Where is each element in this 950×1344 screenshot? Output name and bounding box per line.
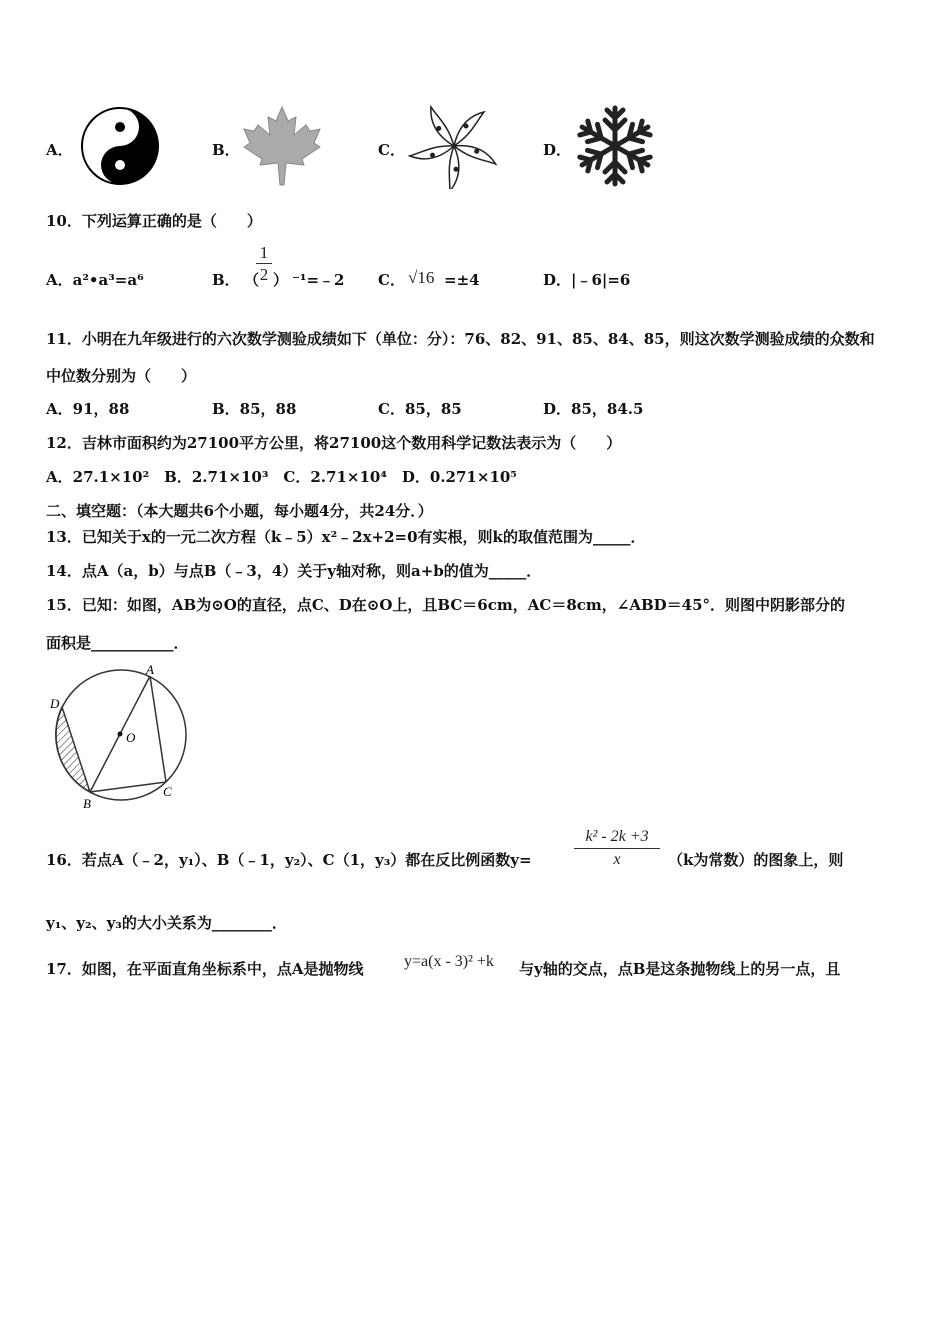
q10-option-b-numerator: 1 bbox=[256, 243, 272, 264]
q10-option-d bbox=[543, 270, 630, 290]
label-c: C bbox=[163, 784, 172, 799]
segment-ac bbox=[150, 676, 166, 782]
q9-option-b-label: B． bbox=[212, 141, 240, 159]
q16-stem-before: 16．若点A（﹣2，y₁）、B（﹣1，y₂）、C（1，y₃）都在反比例函数y= bbox=[46, 851, 532, 869]
q10-option-c-label: C． bbox=[378, 271, 405, 289]
q10-option-c-rest: =±4 bbox=[444, 271, 480, 289]
label-a: A bbox=[146, 662, 154, 677]
q10-option-b-label: B． bbox=[212, 271, 240, 289]
snowflake-icon bbox=[572, 103, 658, 189]
label-d: D bbox=[50, 696, 60, 711]
q16-fraction-denominator: x bbox=[613, 851, 621, 868]
q14-stem: 14．点A（a，b）与点B（﹣3，4）关于y轴对称，则a+b的值为_____． bbox=[46, 562, 542, 580]
q15-stem-line1: 15．已知：如图，AB为⊙O的直径，点C、D在⊙O上，且BC＝6cm，AC＝8cm，∠ABD＝45°．则图中阴影部分的 bbox=[46, 596, 846, 614]
maple-leaf-icon bbox=[240, 103, 324, 187]
center-point bbox=[118, 732, 123, 737]
q9-option-a-label: A． bbox=[46, 141, 73, 159]
q10-option-c-sqrt: √16 bbox=[408, 268, 435, 287]
q16-fraction bbox=[574, 826, 660, 871]
q10-option-a-text: a²•a³=a⁶ bbox=[72, 271, 144, 289]
q11-stem-line2: 中位数分别为（ ） bbox=[46, 367, 197, 385]
q10-option-a bbox=[46, 270, 144, 290]
q16-stem-after: （k为常数）的图象上，则 bbox=[668, 851, 844, 869]
q12-stem: 12．吉林市面积约为27100平方公里，将27100这个数用科学记数法表示为（ ） bbox=[46, 434, 622, 452]
label-b: B bbox=[83, 796, 91, 811]
q15-circle-figure bbox=[46, 662, 196, 812]
q10-option-b-rest: ⁻¹=﹣2 bbox=[292, 271, 345, 289]
q12-options: A．27.1×10² B．2.71×10³ C．2.71×10⁴ D．0.271×10⁵ bbox=[46, 468, 517, 486]
q11-option-b: B．85，88 bbox=[212, 400, 297, 418]
q10-option-d-label: D． bbox=[543, 271, 572, 289]
q10-option-a-label: A． bbox=[46, 271, 73, 289]
q11-stem-line1: 11．小明在九年级进行的六次数学测验成绩如下（单位：分）：76、82、91、85、84、85，则这次数学测验成绩的众数和 bbox=[46, 330, 875, 348]
q9-option-d-label: D． bbox=[543, 141, 572, 159]
yin-yang-icon bbox=[75, 103, 165, 189]
q17-stem-before: 17．如图，在平面直角坐标系中，点A是抛物线 bbox=[46, 960, 364, 978]
q10-option-b-fraction bbox=[256, 243, 272, 286]
q15-stem-line2: 面积是___________． bbox=[46, 634, 189, 652]
q10-option-d-text: |﹣6|=6 bbox=[571, 271, 631, 289]
shaded-region bbox=[56, 707, 90, 792]
q10-option-b-denominator: 2 bbox=[259, 265, 269, 284]
q9-option-c-label: C． bbox=[378, 141, 405, 159]
bauhinia-flower-icon bbox=[408, 103, 500, 189]
q16-fraction-numerator: k² - 2k +3 bbox=[574, 826, 660, 849]
label-o: O bbox=[126, 730, 136, 745]
q17-stem-after: 与y轴的交点，点B是这条抛物线上的另一点，且 bbox=[519, 960, 841, 978]
q10-stem: 10．下列运算正确的是（ ） bbox=[46, 212, 262, 230]
q17-formula: y=a(x - 3)² +k bbox=[404, 953, 494, 970]
q11-option-c: C．85，85 bbox=[378, 400, 462, 418]
section-2-heading: 二、填空题：（本大题共6个小题，每小题4分，共24分．） bbox=[46, 502, 433, 520]
q10-option-b-open: （ bbox=[244, 271, 260, 289]
q11-option-a: A．91，88 bbox=[46, 400, 130, 418]
q10-option-b-close: ） bbox=[273, 271, 289, 289]
q11-option-d: D．85，84.5 bbox=[543, 400, 644, 418]
q16-stem-line2: y₁、y₂、y₃的大小关系为________． bbox=[46, 914, 287, 932]
q13-stem: 13．已知关于x的一元二次方程（k﹣5）x²﹣2x+2=0有实根，则k的取值范围为_____． bbox=[46, 528, 646, 546]
